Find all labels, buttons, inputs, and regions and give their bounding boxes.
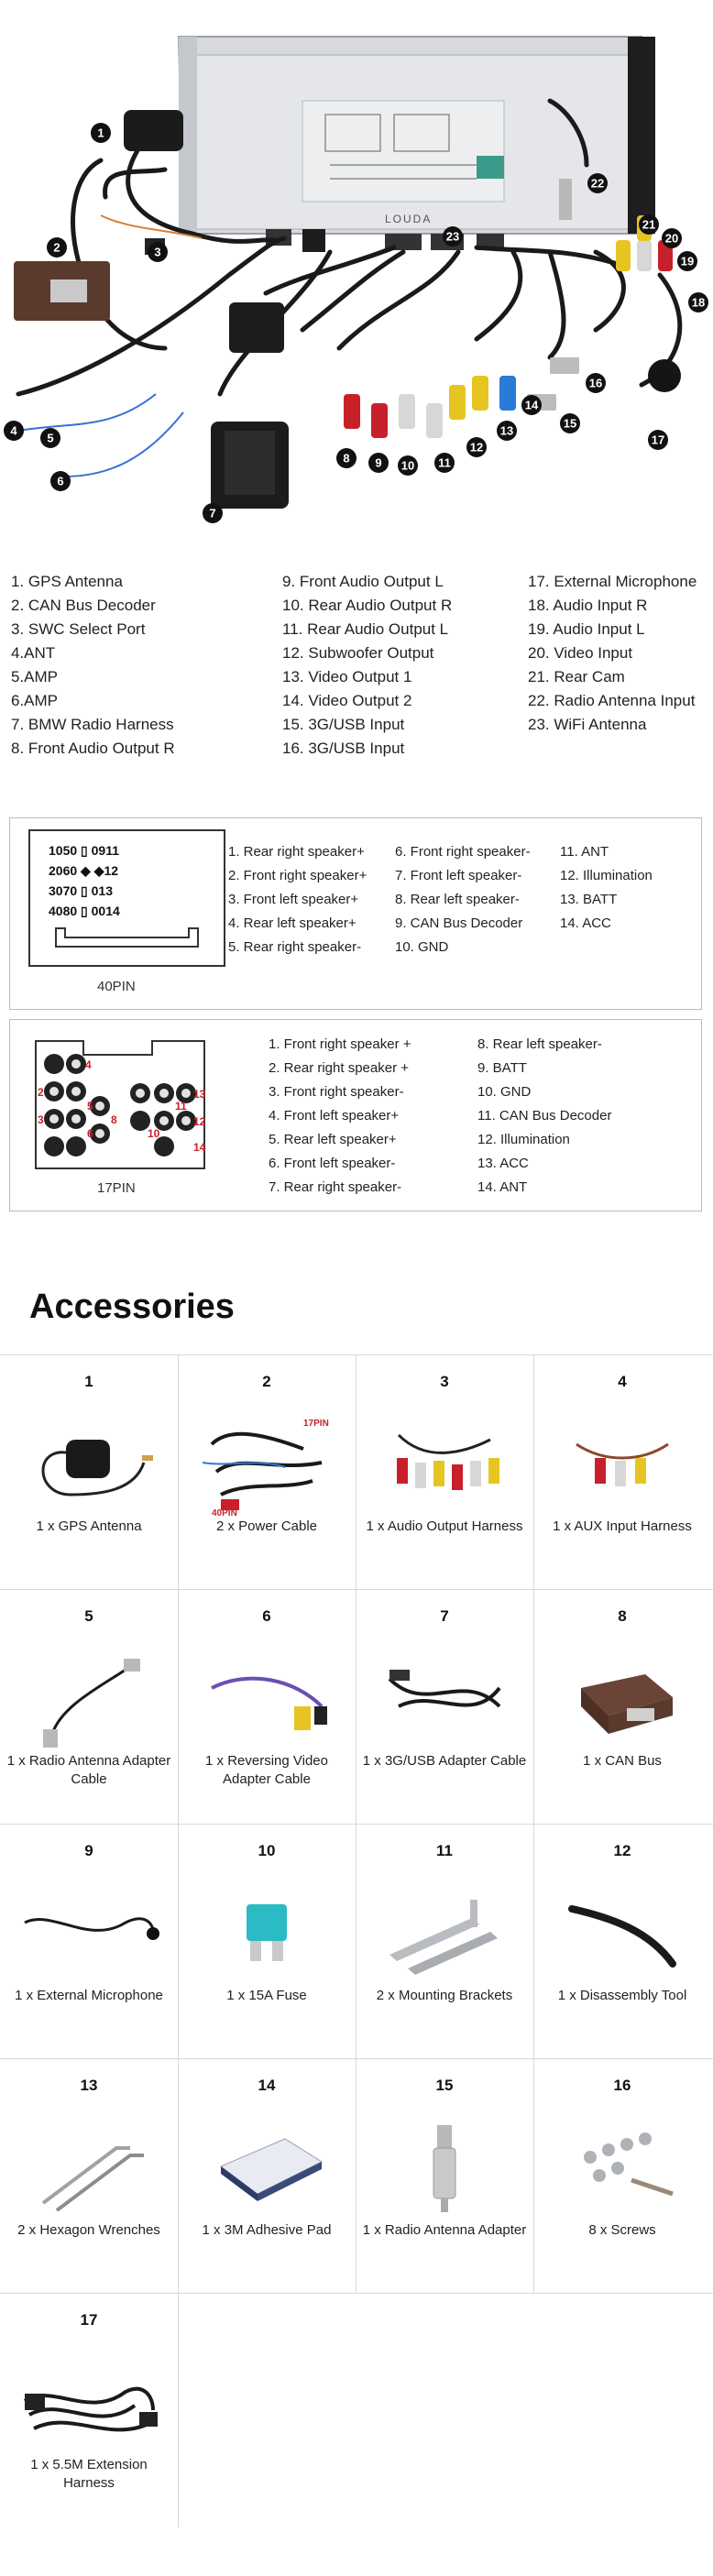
accessory-number: 9	[84, 1842, 93, 1859]
accessory-number: 8	[618, 1607, 627, 1625]
usb-adapter-cable-image	[371, 1642, 518, 1752]
pin-item: 7. Rear right speaker-	[269, 1179, 402, 1195]
accessory-number: 6	[262, 1607, 271, 1625]
legend-item: 13. Video Output 1	[282, 668, 412, 685]
pin-item: 10. GND	[477, 1084, 532, 1100]
accessory-number: 5	[84, 1607, 93, 1625]
accessory-item	[356, 1354, 533, 1589]
callout-7: 7	[209, 506, 216, 521]
accessory-number: 15	[435, 2077, 454, 2094]
legend-column-1	[11, 570, 175, 761]
pin-item: 7. Front left speaker-	[395, 868, 522, 883]
accessory-number: 7	[440, 1607, 449, 1625]
callout-12: 12	[469, 440, 484, 455]
pin-item: 12. Illumination	[560, 868, 653, 883]
accessory-label: 2 x Mounting Brackets	[376, 1988, 513, 2003]
accessory-item	[0, 1354, 178, 1589]
callout-23: 23	[445, 229, 460, 244]
pin17-number: 11	[175, 1100, 187, 1113]
legend-item: 15. 3G/USB Input	[282, 716, 405, 733]
pin40-row: 3070 ▯ 013	[49, 883, 113, 898]
pin40-title: 40PIN	[97, 979, 136, 994]
rca-output-group	[344, 376, 516, 438]
accessory-item	[0, 1824, 178, 2058]
can-bus-decoder-image	[14, 261, 110, 321]
pin-item: 6. Front right speaker-	[395, 844, 531, 860]
adhesive-pad-image	[193, 2111, 340, 2221]
microphone-image	[648, 359, 681, 392]
pin17-number: 6	[87, 1127, 93, 1140]
callout-5: 5	[47, 431, 54, 445]
pin40-column-3	[560, 840, 653, 936]
mounting-brackets-image	[371, 1877, 518, 1987]
accessory-label: 1 x External Microphone	[15, 1988, 163, 2003]
audio-output-harness-image	[371, 1408, 518, 1518]
accessory-item	[356, 2058, 533, 2293]
pin17-number: 12	[193, 1115, 206, 1128]
accessory-number: 13	[80, 2077, 98, 2094]
accessory-label: 1 x AUX Input Harness	[553, 1518, 692, 1534]
accessory-label: 1 x 5.5M Extension Harness	[30, 2457, 148, 2491]
legend-item: 16. 3G/USB Input	[282, 740, 405, 757]
accessory-label: 1 x Disassembly Tool	[557, 1988, 687, 2003]
power-cable-tag-40pin: 40PIN	[212, 1508, 237, 1518]
accessory-item	[0, 1589, 178, 1824]
accessory-number: 4	[618, 1373, 627, 1390]
legend-item: 6.AMP	[11, 692, 59, 709]
legend-item: 21. Rear Cam	[528, 668, 625, 685]
pin-item: 10. GND	[395, 939, 449, 955]
pin-item: 13. BATT	[560, 892, 618, 907]
accessory-label: 1 x Reversing Video Adapter Cable	[205, 1753, 328, 1787]
brand-logo: LOUDA	[385, 213, 433, 225]
legend-item: 11. Rear Audio Output L	[282, 620, 449, 638]
accessory-item	[533, 2058, 711, 2293]
accessory-number: 1	[84, 1373, 93, 1390]
legend-item: 4.ANT	[11, 644, 56, 662]
callout-22: 22	[590, 176, 605, 191]
power-cable-image	[193, 1408, 340, 1518]
accessory-number: 16	[613, 2077, 631, 2094]
pin17-column-2	[477, 1033, 611, 1200]
pin17-number: 8	[111, 1113, 117, 1126]
legend-item: 5.AMP	[11, 668, 59, 685]
accessory-label: 1 x 3M Adhesive Pad	[202, 2222, 332, 2238]
callout-2: 2	[53, 240, 60, 255]
accessory-label: 1 x CAN Bus	[583, 1753, 662, 1769]
legend-item: 12. Subwoofer Output	[282, 644, 434, 662]
accessory-label: 2 x Hexagon Wrenches	[17, 2222, 160, 2238]
pin17-number: 14	[193, 1141, 206, 1154]
accessory-label: 1 x Audio Output Harness	[366, 1518, 523, 1534]
callout-3: 3	[154, 245, 161, 259]
pin17-column-1	[269, 1033, 411, 1200]
pin17-number: 10	[148, 1127, 160, 1140]
pin-item: 8. Rear left speaker-	[477, 1036, 602, 1052]
pin40-row: 2060 ◆ ◆12	[49, 863, 119, 878]
wiring-diagram	[0, 0, 713, 527]
pin-item: 11. ANT	[560, 844, 609, 860]
screws-image	[549, 2111, 696, 2221]
accessory-number: 17	[80, 2311, 98, 2329]
accessory-number: 2	[262, 1373, 271, 1390]
pin-item: 11. CAN Bus Decoder	[477, 1108, 612, 1124]
legend-item: 17. External Microphone	[528, 573, 697, 590]
pin-item: 6. Front left speaker-	[269, 1156, 396, 1171]
accessory-item	[178, 2058, 356, 2293]
pin-item: 9. CAN Bus Decoder	[395, 915, 523, 931]
legend-item: 19. Audio Input L	[528, 620, 645, 638]
accessory-number: 10	[258, 1842, 276, 1859]
aux-input-harness-image	[549, 1408, 696, 1518]
legend-column-3	[528, 570, 697, 737]
pin-item: 14. ANT	[477, 1179, 528, 1195]
connection-legend	[0, 570, 713, 762]
accessory-number: 14	[258, 2077, 276, 2094]
pin17-number: 13	[193, 1088, 206, 1101]
reversing-video-adapter-cable-image	[193, 1642, 340, 1752]
pin40-connector-diagram	[28, 829, 225, 967]
callout-15: 15	[563, 416, 577, 431]
legend-column-2	[282, 570, 452, 761]
accessory-item	[533, 1824, 711, 2058]
legend-item: 2. CAN Bus Decoder	[11, 597, 156, 614]
pin-item: 2. Rear right speaker +	[269, 1060, 409, 1076]
legend-item: 1. GPS Antenna	[11, 573, 123, 590]
accessory-item	[178, 1824, 356, 2058]
accessory-label: 1 x Radio Antenna Adapter	[362, 2222, 527, 2238]
legend-item: 18. Audio Input R	[528, 597, 648, 614]
callout-4: 4	[10, 423, 17, 438]
external-microphone-image	[16, 1877, 162, 1987]
fuse-image	[193, 1877, 340, 1987]
pin17-number: 4	[85, 1058, 92, 1071]
power-cable-tag-17pin: 17PIN	[303, 1419, 329, 1429]
accessory-item	[0, 2293, 178, 2527]
accessory-label: 8 x Screws	[588, 2222, 656, 2238]
callout-8: 8	[343, 451, 350, 466]
accessory-label: 1 x 3G/USB Adapter Cable	[362, 1753, 527, 1769]
accessory-number: 11	[436, 1842, 453, 1859]
accessory-label: 1 x 15A Fuse	[226, 1988, 307, 2003]
callout-10: 10	[400, 458, 415, 473]
gps-antenna-image	[124, 110, 183, 151]
pin17-number: 5	[87, 1100, 93, 1113]
radio-antenna-adapter-image	[371, 2111, 518, 2221]
callout-18: 18	[691, 295, 706, 310]
pin40-row: 4080 ▯ 0014	[49, 904, 120, 918]
pin-item: 8. Rear left speaker-	[395, 892, 520, 907]
pin-item: 1. Rear right speaker+	[228, 844, 365, 860]
accessory-item	[533, 1589, 711, 1824]
legend-item: 8. Front Audio Output R	[11, 740, 175, 757]
pin-item: 2. Front right speaker+	[228, 868, 367, 883]
accessory-item	[0, 2058, 178, 2293]
accessory-label: 1 x GPS Antenna	[36, 1518, 142, 1534]
legend-item: 22. Radio Antenna Input	[528, 692, 696, 709]
can-bus-image	[549, 1642, 696, 1752]
accessory-item	[356, 1589, 533, 1824]
pin17-number: 3	[38, 1113, 44, 1126]
gps-antenna-image	[16, 1408, 162, 1518]
pin40-column-1	[228, 840, 367, 959]
legend-item: 10. Rear Audio Output R	[282, 597, 453, 614]
accessories-heading: Accessories	[29, 1288, 235, 1326]
callout-20: 20	[664, 231, 679, 246]
callout-6: 6	[57, 474, 64, 488]
extension-harness-image	[16, 2346, 162, 2456]
accessory-label: 1 x Radio Antenna Adapter Cable	[6, 1753, 171, 1787]
pin17-panel	[9, 1019, 702, 1211]
legend-item: 14. Video Output 2	[282, 692, 412, 709]
pin-item: 4. Front left speaker+	[269, 1108, 400, 1124]
callout-1: 1	[97, 126, 104, 140]
pin-item: 14. ACC	[560, 915, 611, 931]
accessory-number: 3	[440, 1373, 449, 1390]
callout-9: 9	[375, 455, 382, 470]
accessories-grid	[0, 1354, 713, 2546]
accessory-item	[356, 1824, 533, 2058]
legend-item: 3. SWC Select Port	[11, 620, 146, 638]
accessory-item	[533, 1354, 711, 1589]
pin-item: 1. Front right speaker +	[269, 1036, 411, 1052]
pin17-number: 2	[38, 1086, 44, 1099]
disassembly-tool-image	[549, 1877, 696, 1987]
radio-antenna-adapter-cable-image	[16, 1642, 162, 1752]
pin17-title: 17PIN	[97, 1180, 136, 1196]
legend-item: 9. Front Audio Output L	[282, 573, 444, 590]
pin40-row: 1050 ▯ 0911	[49, 843, 119, 858]
pin-item: 3. Front left speaker+	[228, 892, 359, 907]
pin-item: 12. Illumination	[477, 1132, 570, 1147]
accessory-item	[178, 1589, 356, 1824]
callout-21: 21	[642, 217, 656, 232]
pin-item: 13. ACC	[477, 1156, 529, 1171]
legend-item: 23. WiFi Antenna	[528, 716, 647, 733]
hexagon-wrenches-image	[16, 2111, 162, 2221]
callout-16: 16	[588, 376, 603, 390]
callout-17: 17	[651, 433, 665, 447]
pin-item: 5. Rear left speaker+	[269, 1132, 397, 1147]
callout-11: 11	[438, 455, 451, 470]
callout-13: 13	[499, 423, 514, 438]
pin40-column-2	[395, 840, 531, 959]
accessory-label: 2 x Power Cable	[215, 1518, 318, 1534]
callout-19: 19	[680, 254, 695, 269]
pin17-connector-diagram	[28, 1038, 212, 1171]
accessory-number: 12	[613, 1842, 631, 1859]
pin-item: 9. BATT	[477, 1060, 527, 1076]
legend-item: 20. Video Input	[528, 644, 633, 662]
pin-item: 4. Rear left speaker+	[228, 915, 356, 931]
callout-14: 14	[524, 398, 539, 412]
legend-item: 7. BMW Radio Harness	[11, 716, 174, 733]
pin40-panel	[9, 817, 702, 1010]
accessory-item	[178, 1354, 356, 1589]
pin-item: 3. Front right speaker-	[269, 1084, 404, 1100]
pin-item: 5. Rear right speaker-	[228, 939, 362, 955]
